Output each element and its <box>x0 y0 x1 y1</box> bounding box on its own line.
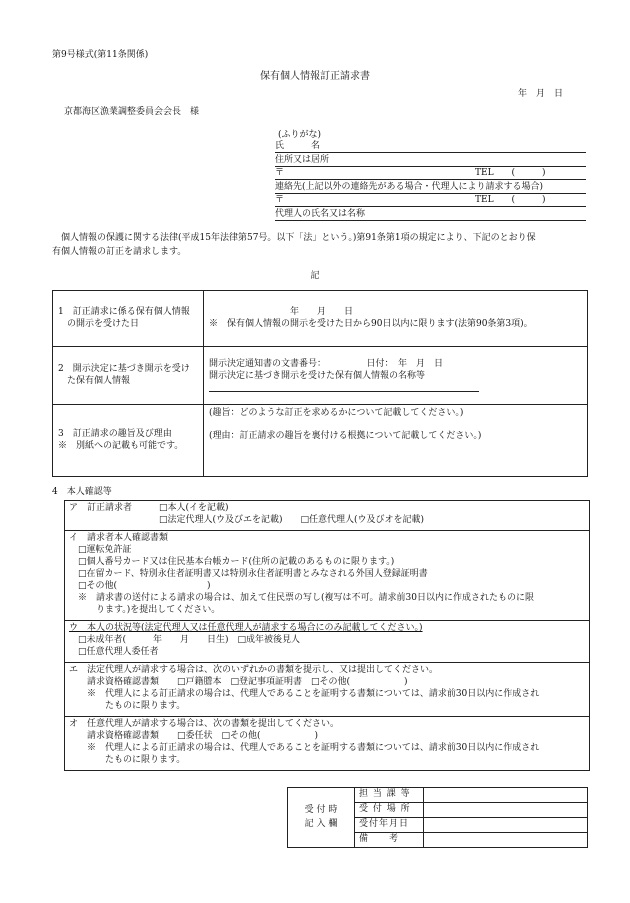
row-label <box>53 291 204 347</box>
row-content-line: 開示決定に基づき開示を受けた保有個人情報の名称等 <box>209 370 426 381</box>
reception-field-label: 担 当 課 等 <box>355 788 424 803</box>
id-line: たものに限ります。 <box>69 701 186 711</box>
ki-heading: 記 <box>310 271 320 281</box>
address-field[interactable] <box>275 155 586 167</box>
tel-label: TEL ( ) <box>475 168 546 178</box>
disclosed-info-cell[interactable] <box>204 347 588 405</box>
intro-line-2: 有個人情報の訂正を請求します。 <box>52 247 187 257</box>
id-line: ウ 本人の状況等(法定代理人又は任意代理人が請求する場合にのみ記載してください。) <box>69 623 423 633</box>
id-section-o <box>65 717 589 770</box>
id-line: イ 請求者本人確認書類 <box>69 533 169 543</box>
row-content-line: ※ 保有個人情報の開示を受けた日から90日以内に限ります(法第90条第3項)。 <box>209 318 533 329</box>
postal-phone-field[interactable] <box>275 168 586 180</box>
row-label-line: 2 開示決定に基づき開示を受け <box>58 364 190 375</box>
id-line: □個人番号カード又は住民基本台帳カード(住所の記載のあるものに限ります。) <box>69 557 395 567</box>
reception-side-line: 記 入 欄 <box>304 818 338 829</box>
table-row <box>53 291 588 347</box>
id-section-e <box>65 663 589 717</box>
identity-verification-box <box>64 500 590 771</box>
id-line: ※ 請求書の送付による請求の場合は、加えて住民票の写し(複写は不可。請求前30日以内に作成されたものに限 <box>69 593 534 603</box>
reception-table <box>287 787 588 848</box>
id-line: ります。)を提出してください。 <box>69 605 221 615</box>
contact-field[interactable] <box>275 182 586 194</box>
id-line: オ 任意代理人が請求する場合は、次の書類を提出してください。 <box>69 719 340 729</box>
id-line: 請求資格確認書類 □委任状 □その他( ) <box>69 731 319 741</box>
id-line: □その他( ) <box>69 581 211 591</box>
agent-name-field[interactable] <box>275 209 586 221</box>
row-label-line: 1 訂正請求に係る保有個人情報 <box>58 307 190 318</box>
row-content-line: (趣旨：どのような訂正を求めるかについて記載してください。) <box>209 408 464 418</box>
reception-field-value[interactable] <box>424 803 588 818</box>
postal-mark: 〒 <box>275 168 285 178</box>
row-label-line: 3 訂正請求の趣旨及び理由 <box>58 429 172 440</box>
reception-field-label: 受 付 場 所 <box>355 803 424 818</box>
purpose-reason-cell[interactable] <box>204 405 588 477</box>
reception-field-label: 備 考 <box>355 833 424 848</box>
id-line: □未成年者( 年 月 日生) □成年被後見人 <box>69 635 301 645</box>
reception-side-label <box>288 788 355 848</box>
form-number: 第9号様式(第11条関係) <box>52 50 149 60</box>
address-label: 住所又は居所 <box>275 155 330 165</box>
id-line: ※ 代理人による訂正請求の場合は、代理人であることを証明する書類については、請求前30日以内に作成され <box>69 743 540 753</box>
date-line: 年 月 日 <box>518 89 564 99</box>
form-title: 保有個人情報訂正請求書 <box>260 71 370 82</box>
intro-line-1: 個人情報の保護に関する法律(平成15年法律第57号。以下「法」という。)第91条第1項の規定により、下記のとおり保 <box>52 233 536 243</box>
furigana-label: (ふりがな) <box>278 130 322 140</box>
row-label-line: の開示を受けた日 <box>58 318 140 329</box>
section-4-title: 4 本人確認等 <box>52 487 112 497</box>
id-line: ア 訂正請求者 □本人(イを記載) <box>69 503 229 513</box>
id-section-i <box>65 531 589 621</box>
id-line: □法定代理人(ウ及びエを記載) □任意代理人(ウ及びオを記載) <box>69 515 425 525</box>
id-line: □運転免許証 <box>69 545 132 555</box>
contact-postal-mark: 〒 <box>275 195 285 205</box>
id-line: エ 法定代理人が請求する場合は、次のいずれかの書類を提示し、又は提出してください。 <box>69 665 439 675</box>
row-label <box>53 405 204 477</box>
addressee: 京都海区漁業調整委員会会長 様 <box>64 107 200 117</box>
id-line: たものに限ります。 <box>69 755 186 765</box>
id-line: 請求資格確認書類 □戸籍謄本 □登記事項証明書 □その他( ) <box>69 677 408 687</box>
table-row <box>53 347 588 405</box>
name-label: 氏 名 <box>275 141 321 151</box>
row-label-line: ※ 別紙への記載も可能です。 <box>58 440 184 451</box>
table-row <box>53 405 588 477</box>
reception-field-value[interactable] <box>424 818 588 833</box>
disclosure-date-cell[interactable] <box>204 291 588 347</box>
name-field[interactable] <box>275 141 586 153</box>
row-content-line: 年 月 日 <box>209 307 354 318</box>
row-label-line: た保有個人情報 <box>58 375 131 386</box>
row-content-line: 開示決定通知書の文書番号： 日付： 年 月 日 <box>209 359 444 370</box>
contact-tel-label: TEL ( ) <box>475 195 546 205</box>
id-line: ※ 代理人による訂正請求の場合は、代理人であることを証明する書類については、請求前30日以内に作成され <box>69 689 540 699</box>
table-row <box>288 788 588 803</box>
reception-field-label: 受付年月日 <box>355 818 424 833</box>
agent-name-label: 代理人の氏名又は名称 <box>275 209 366 219</box>
reception-field-value[interactable] <box>424 833 588 848</box>
id-section-a <box>65 501 589 531</box>
contact-postal-phone-field[interactable] <box>275 195 586 207</box>
id-line: □任意代理人委任者 <box>69 647 159 657</box>
row-label <box>53 347 204 405</box>
reception-side-line: 受 付 時 <box>304 805 338 815</box>
contact-label: 連絡先(上記以外の連絡先がある場合・代理人により請求する場合) <box>275 182 544 192</box>
info-name-underline <box>209 382 479 392</box>
row-content-line: (理由：訂正請求の趣旨を裏付ける根拠について記載してください。) <box>209 431 482 442</box>
request-table <box>52 290 588 477</box>
id-line: □在留カード、特別永住者証明書又は特別永住者証明書とみなされる外国人登録証明書 <box>69 569 428 579</box>
reception-field-value[interactable] <box>424 788 588 803</box>
id-section-u <box>65 621 589 663</box>
